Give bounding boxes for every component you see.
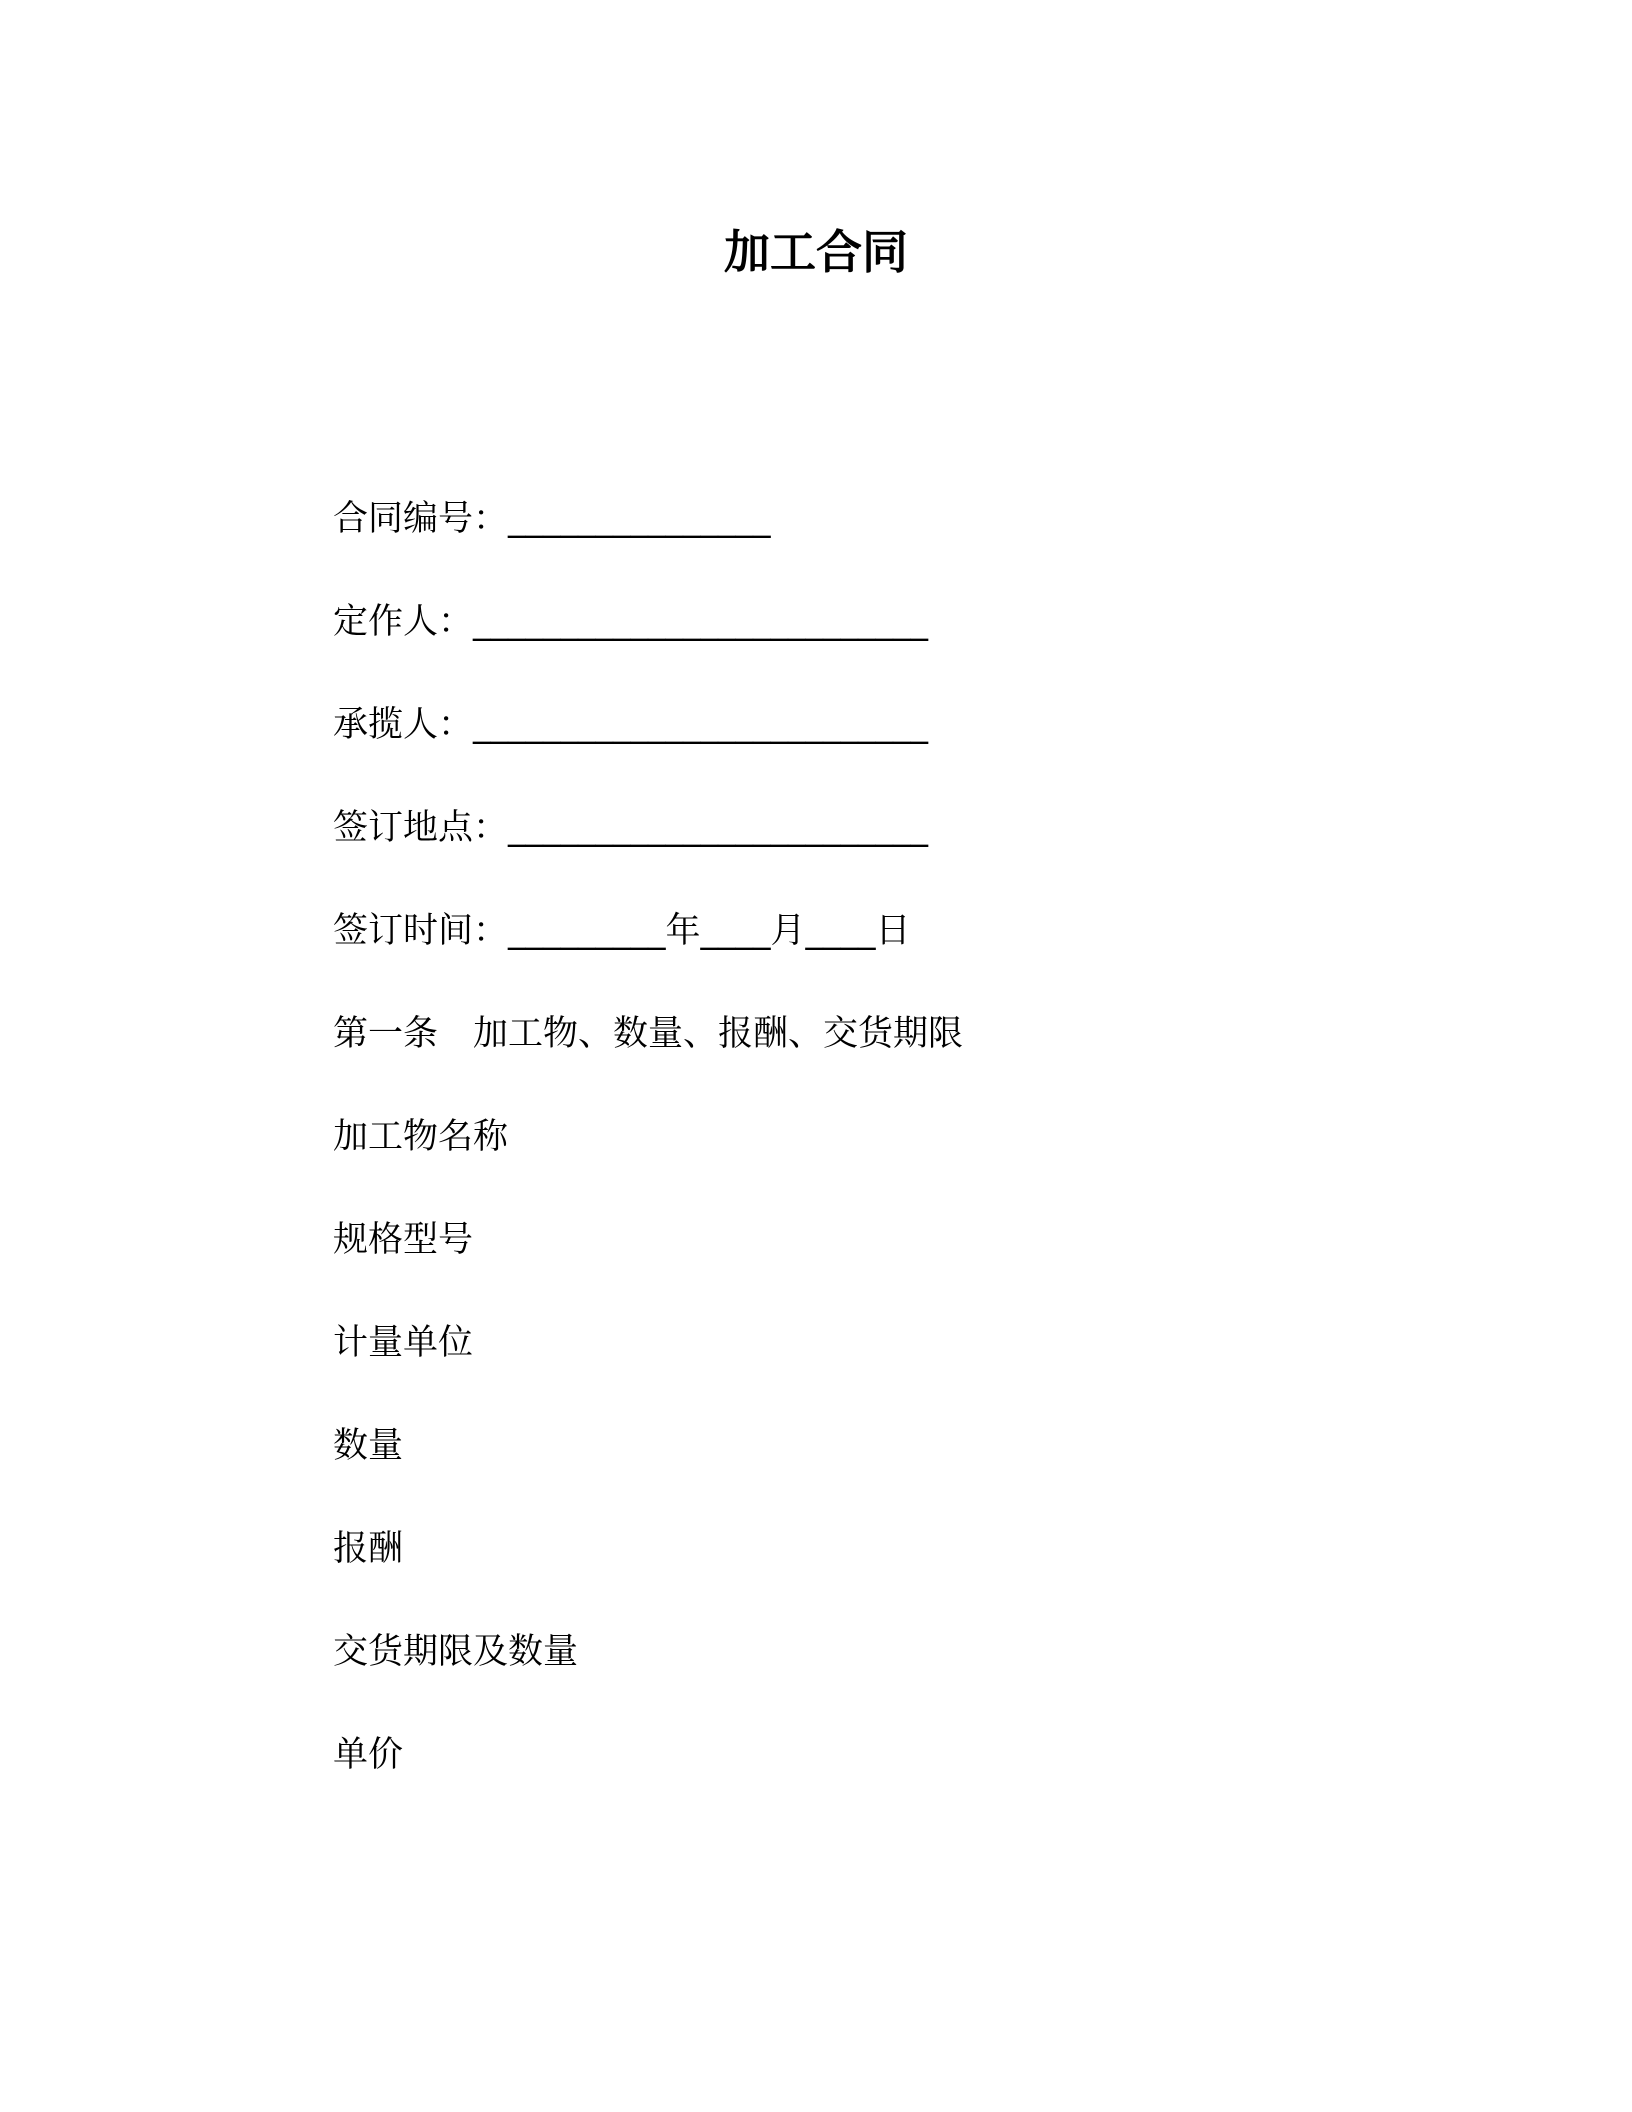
contract-number-blank[interactable]: _______________ <box>508 499 771 539</box>
year-unit: 年 <box>665 911 701 951</box>
contractor-label: 承揽人： <box>333 705 474 745</box>
item-quantity: 数量 <box>333 1426 404 1466</box>
item-spec-model: 规格型号 <box>333 1220 474 1260</box>
month-unit: 月 <box>770 911 806 951</box>
signing-time-label: 签订时间： <box>333 911 509 951</box>
day-unit: 日 <box>875 911 911 951</box>
item-processed-goods-name: 加工物名称 <box>333 1117 509 1157</box>
contractor-blank[interactable]: __________________________ <box>473 705 929 745</box>
signing-time-line <box>333 906 911 956</box>
contract-number-line <box>333 494 771 544</box>
article-1-heading: 第一条 加工物、数量、报酬、交货期限 <box>333 1014 964 1054</box>
item-delivery-term-quantity: 交货期限及数量 <box>333 1632 579 1672</box>
item-unit-price: 单价 <box>333 1735 404 1775</box>
document-title: 加工合同 <box>724 225 908 279</box>
orderer-label: 定作人： <box>333 602 474 642</box>
signing-year-blank[interactable]: _________ <box>508 911 666 951</box>
contract-number-label: 合同编号： <box>333 499 509 539</box>
signing-place-label: 签订地点： <box>333 808 509 848</box>
signing-day-blank[interactable]: ____ <box>805 911 876 951</box>
contractor-line <box>333 700 928 750</box>
item-unit-of-measure: 计量单位 <box>333 1323 474 1363</box>
orderer-blank[interactable]: __________________________ <box>473 602 929 642</box>
signing-place-blank[interactable]: ________________________ <box>508 808 929 848</box>
signing-place-line <box>333 803 928 853</box>
orderer-line <box>333 597 928 647</box>
item-remuneration: 报酬 <box>333 1529 404 1569</box>
signing-month-blank[interactable]: ____ <box>700 911 771 951</box>
